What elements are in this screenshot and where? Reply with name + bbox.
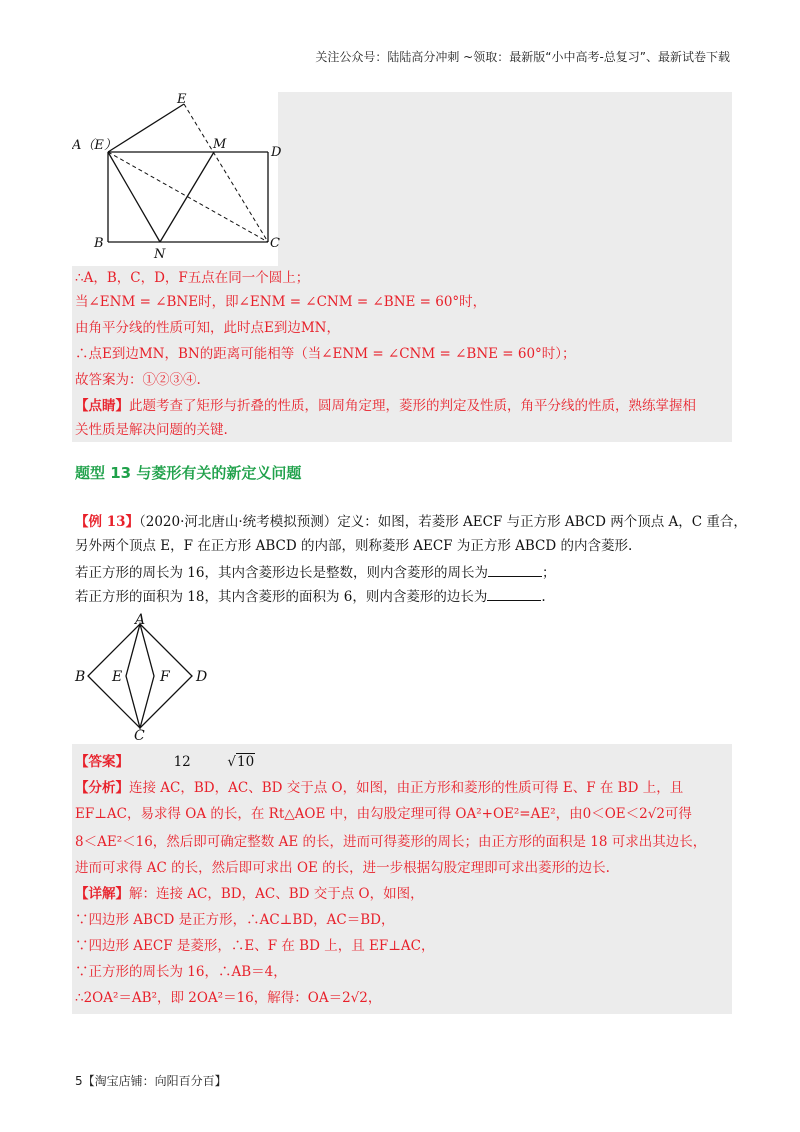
analysis-tag: 【分析】 (75, 780, 129, 796)
analysis-line-3: 8＜AE²＜16，然后即可确定整数 AE 的长，进而可得菱形的周长；由正方形的面积是 18 可求出其边长， (75, 834, 707, 850)
answer-value-2: 10 (236, 754, 255, 770)
answer-value-1: 12 (173, 754, 191, 770)
question-1: 若正方形的周长为 16，其内含菱形边长是整数，则内含菱形的周长为 ； (75, 562, 555, 583)
label-d: D (196, 669, 208, 685)
solution-line-3: 由角平分线的性质可知，此时点E到边MN， (75, 320, 340, 336)
solution-line-2: 当∠ENM = ∠BNE时，即∠ENM = ∠CNM = ∠BNE = 60°时， (75, 294, 487, 310)
example-tag: 【例 13】 (75, 514, 139, 530)
comment-line-2: 关性质是解决问题的关键. (75, 422, 228, 438)
analysis-line-1: 【分析】连接 AC，BD，AC、BD 交于点 O，如图，由正方形和菱形的性质可得 E、F 在 BD 上，且 (75, 780, 684, 796)
label-c: C (270, 236, 280, 251)
example-line-1: 【例 13】（2020·河北唐山·统考模拟预测）定义：如图，若菱形 AECF 与正方形 ABCD 两个顶点 A，C 重合， (75, 514, 747, 530)
detail-line-3: ∵四边形 AECF 是菱形，∴E、F 在 BD 上，且 EF⊥AC， (75, 938, 435, 954)
detail-line-5: ∴2OA²＝AB²，即 2OA²＝16，解得：OA＝2√2， (75, 990, 382, 1006)
detail-line-1: 【详解】解：连接 AC，BD，AC、BD 交于点 O，如图， (75, 886, 424, 902)
comment-tag: 【点睛】 (75, 398, 129, 414)
analysis-line-4: 进而可求得 AC 的长，然后即可求出 OE 的长，进一步根据勾股定理即可求出菱形的边长. (75, 860, 610, 876)
label-a: A (135, 612, 146, 628)
question-2: 若正方形的面积为 18，其内含菱形的面积为 6，则内含菱形的边长为 . (75, 586, 546, 607)
label-a-e: A（E） (72, 138, 117, 153)
answer-line: 【答案】 12 √10 (75, 754, 255, 770)
page-footer: 5【淘宝店铺：向阳百分百】 (75, 1074, 227, 1088)
label-d: D (271, 145, 282, 160)
label-f: F (160, 669, 170, 685)
label-n: N (154, 247, 166, 262)
answer-blank-2 (487, 586, 541, 601)
rhombus-square-figure (72, 612, 222, 742)
label-b: B (75, 669, 86, 685)
detail-tag: 【详解】 (75, 886, 129, 902)
rectangle-fold-figure (72, 92, 302, 262)
section-title: 题型 13 与菱形有关的新定义问题 (75, 464, 302, 482)
detail-line-4: ∵正方形的周长为 16，∴AB＝4， (75, 964, 287, 980)
comment-line-1: 【点睛】此题考查了矩形与折叠的性质，圆周角定理，菱形的判定及性质，角平分线的性质，熟练掌握相 (75, 398, 696, 414)
solution-line-4: ∴点E到边MN，BN的距离可能相等（当∠ENM = ∠CNM = ∠BNE = 60°时）； (75, 346, 576, 362)
solution-line-5: 故答案为：①②③④. (75, 372, 201, 388)
label-e: E (112, 669, 123, 685)
answer-blank-1 (488, 562, 542, 577)
label-e: E (177, 92, 187, 107)
label-m: M (213, 137, 227, 152)
page-header: 关注公众号：陆陆高分冲刺 ~领取：最新版“小中高考-总复习”、最新试卷下载 (315, 50, 730, 64)
example-line-2: 另外两个顶点 E，F 在正方形 ABCD 的内部，则称菱形 AECF 为正方形 ABCD 的内含菱形. (75, 538, 633, 554)
solution-line-1: ∴A，B，C，D，F五点在同一个圆上； (75, 270, 310, 286)
label-b: B (94, 236, 104, 251)
label-c: C (134, 728, 145, 742)
detail-line-2: ∵四边形 ABCD 是正方形，∴AC⊥BD，AC＝BD， (75, 912, 395, 928)
answer-tag: 【答案】 (75, 754, 129, 770)
analysis-line-2: EF⊥AC，易求得 OA 的长，在 Rt△AOE 中，由勾股定理可得 OA²+OE²=AE²，由0＜OE＜2√2可得 (75, 806, 692, 822)
